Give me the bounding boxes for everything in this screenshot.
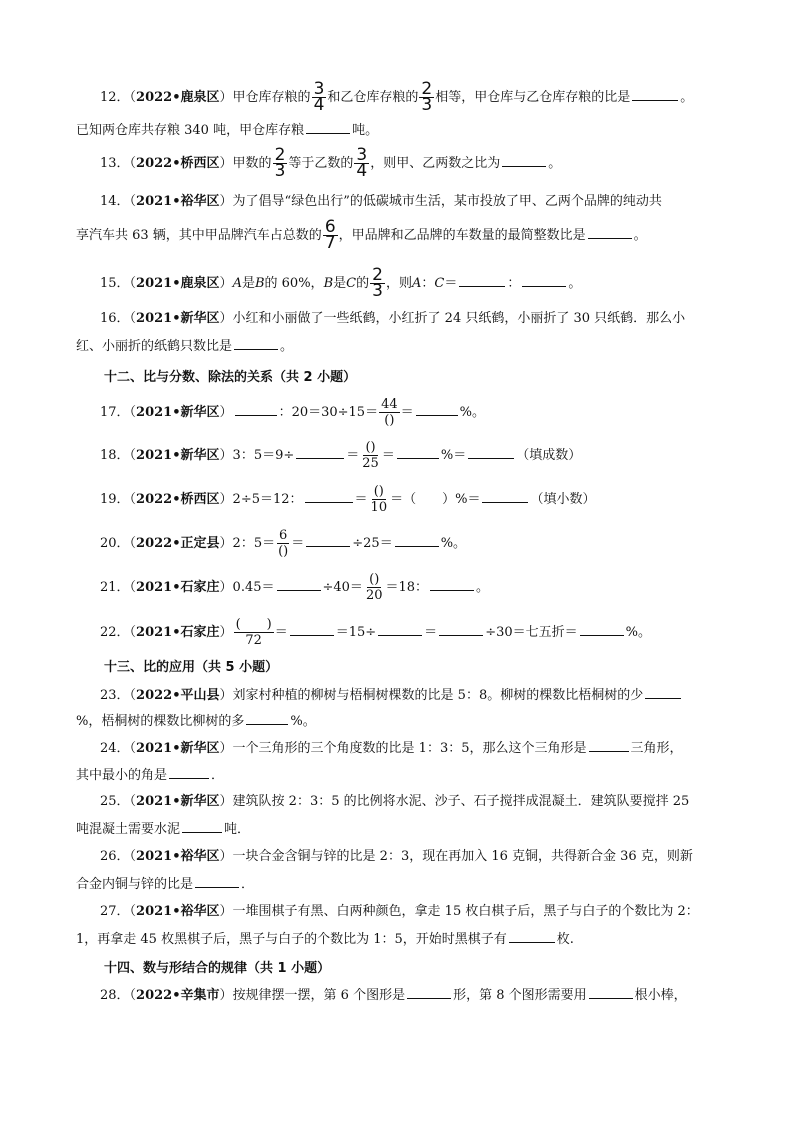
question-18: 18．（2021•新华区）3：5＝9÷ ＝ $\frac{()}{25}$ ＝ %＝ （填成数） [100, 440, 582, 471]
answer-blank[interactable] [182, 820, 222, 833]
answer-blank[interactable] [439, 623, 483, 636]
fraction: $\frac{2}{3}$ [421, 79, 433, 115]
answer-blank[interactable] [235, 403, 277, 416]
question-24-line2: 其中最小的角是 ． [76, 768, 225, 783]
question-23: 23．（2022•平山县）刘家村种植的柳树与梧桐树棵数的比是 5：8。柳树的棵数比梧桐树的少 [100, 686, 683, 705]
source-label: 2022•鹿泉区 [136, 90, 220, 105]
question-15: 15．（2021•鹿泉区）A是B的 60%，B是C的 $\frac{2}{3}$ ，则A：C＝ ： 。 [100, 265, 582, 301]
source-label: 2021•新华区 [136, 741, 220, 756]
source-label: 2021•石家庄 [136, 580, 220, 595]
fraction: $\frac{()}{20}$ [365, 572, 383, 603]
answer-blank[interactable] [395, 534, 439, 547]
answer-blank[interactable] [522, 274, 566, 287]
question-25: 25．（2021•新华区）建筑队按 2：3：5 的比例将水泥、沙子、石子搅拌成混凝土．建筑队要搅拌 25 [100, 794, 690, 809]
answer-blank[interactable] [195, 875, 239, 888]
question-24: 24．（2021•新华区）一个三角形的三个角度数的比是 1：3：5，那么这个三角形是 三角形， [100, 741, 683, 756]
answer-blank[interactable] [407, 986, 451, 999]
source-label: 2021•裕华区 [136, 904, 220, 919]
question-16: 16．（2021•新华区）小红和小丽做了一些纸鹤，小红折了 24 只纸鹤，小丽折了 30 只纸鹤．那么小 [100, 311, 686, 326]
question-16-line2: 红、小丽折的纸鹤只数比是 。 [76, 339, 294, 354]
answer-blank[interactable] [580, 623, 624, 636]
answer-blank[interactable] [589, 986, 633, 999]
source-label: 2021•新华区 [136, 405, 220, 420]
source-label: 2022•辛集市 [136, 988, 220, 1003]
source-label: 2021•新华区 [136, 311, 220, 326]
question-20: 20．（2022•正定县）2：5＝ $\frac{6}{()}$ ＝ ÷25＝ %。 [100, 528, 467, 559]
question-25-line2: 吨混凝土需要水泥 吨． [76, 822, 251, 837]
answer-blank[interactable] [277, 578, 321, 591]
answer-blank[interactable] [588, 226, 632, 239]
question-17: 17．（2021•新华区） ：20＝30÷15＝ $\frac{44}{()}$ ＝ %。 [100, 397, 486, 428]
question-12-line2: 已知两仓库共存粮 340 吨，甲仓库存粮 吨。 [76, 123, 379, 138]
fraction: $\frac{6}{7}$ [324, 217, 336, 253]
question-26: 26．（2021•裕华区）一块合金含铜与锌的比是 2：3，现在再加入 16 克铜，共得新合金 36 克，则新 [100, 849, 693, 864]
source-label: 2022•桥西区 [136, 156, 220, 171]
source-label: 2021•裕华区 [136, 194, 220, 209]
answer-blank[interactable] [397, 446, 439, 459]
question-14-line2: 享汽车共 63 辆，其中甲品牌汽车占总数的 $\frac{6}{7}$ ，甲品牌和乙品牌的车数量的最简整数比是 。 [76, 217, 647, 253]
question-14: 14．（2021•裕华区）为了倡导“绿色出行”的低碳城市生活，某市投放了甲、乙两个品牌的纯动共 [100, 194, 662, 209]
source-label: 2022•平山县 [136, 688, 220, 703]
source-label: 2022•桥西区 [136, 492, 220, 507]
section-heading: 十二、比与分数、除法的关系（共 2 小题） [104, 370, 357, 385]
source-label: 2021•裕华区 [136, 849, 220, 864]
answer-blank[interactable] [306, 534, 350, 547]
answer-blank[interactable] [430, 578, 474, 591]
answer-blank[interactable] [234, 337, 278, 350]
answer-blank[interactable] [305, 490, 353, 503]
answer-blank[interactable] [502, 154, 546, 167]
question-28: 28．（2022•辛集市）按规律摆一摆，第 6 个图形是 形，第 8 个图形需要用 根小棒， [100, 988, 687, 1003]
fraction: $\frac{6}{()}$ [278, 528, 289, 559]
fraction: $\frac{2}{3}$ [274, 145, 286, 181]
fraction: $\frac{()}{25}$ [362, 440, 379, 471]
answer-blank[interactable] [378, 623, 422, 636]
question-22: 22．（2021•石家庄） $\frac{( )}{72}$ ＝ ＝15÷ ＝ ÷30＝七五折＝ %。 [100, 617, 651, 648]
answer-blank[interactable] [632, 88, 678, 101]
fraction: $\frac{3}{4}$ [313, 79, 325, 115]
fraction: $\frac{2}{3}$ [372, 265, 383, 301]
source-label: 2022•正定县 [136, 536, 220, 551]
section-heading: 十四、数与形结合的规律（共 1 小题） [104, 961, 331, 976]
question-19: 19．（2022•桥西区）2÷5＝12： ＝ $\frac{()}{10}$ ＝（ ）%＝ （填小数） [100, 484, 596, 515]
fraction: $\frac{( )}{72}$ [235, 617, 272, 648]
section-heading: 十三、比的应用（共 5 小题） [104, 660, 279, 675]
answer-blank[interactable] [645, 686, 681, 699]
source-label: 2021•石家庄 [136, 625, 220, 640]
question-13: 13．（2022•桥西区）甲数的 $\frac{2}{3}$ 等于乙数的 $\frac{3}{4}$ ，则甲、乙两数之比为 。 [100, 145, 562, 181]
answer-blank[interactable] [459, 274, 505, 287]
question-21: 21．（2021•石家庄）0.45＝ ÷40＝ $\frac{()}{20}$ ＝18： 。 [100, 572, 490, 603]
answer-blank[interactable] [468, 446, 514, 459]
question-27-line2: 1，再拿走 45 枚黑棋子后，黑子与白子的个数比为 1：5，开始时黑棋子有 枚. [76, 932, 574, 947]
answer-blank[interactable] [296, 446, 344, 459]
fraction: $\frac{()}{10}$ [370, 484, 388, 515]
fraction: $\frac{3}{4}$ [356, 145, 368, 181]
question-26-line2: 合金内铜与锌的比是 ． [76, 877, 255, 892]
source-label: 2021•新华区 [136, 448, 220, 463]
answer-blank[interactable] [306, 121, 350, 134]
answer-blank[interactable] [290, 623, 334, 636]
answer-blank[interactable] [246, 712, 288, 725]
answer-blank[interactable] [589, 739, 629, 752]
question-27: 27．（2021•裕华区）一堆围棋子有黑、白两种颜色，拿走 15 枚白棋子后，黑子与白子的个数比为 2： [100, 904, 699, 919]
question-23-line2: %，梧桐树的棵数比柳树的多 %。 [76, 714, 316, 729]
answer-blank[interactable] [169, 766, 209, 779]
fraction: $\frac{44}{()}$ [381, 397, 398, 428]
source-label: 2021•鹿泉区 [136, 276, 220, 291]
answer-blank[interactable] [509, 930, 555, 943]
answer-blank[interactable] [482, 490, 528, 503]
question-12: 12．（2022•鹿泉区）甲仓库存粮的 $\frac{3}{4}$ 和乙仓库存粮的 $\frac{2}{3}$ 相等，甲仓库与乙仓库存粮的比是 。 [100, 79, 694, 115]
answer-blank[interactable] [416, 403, 458, 416]
source-label: 2021•新华区 [136, 794, 220, 809]
